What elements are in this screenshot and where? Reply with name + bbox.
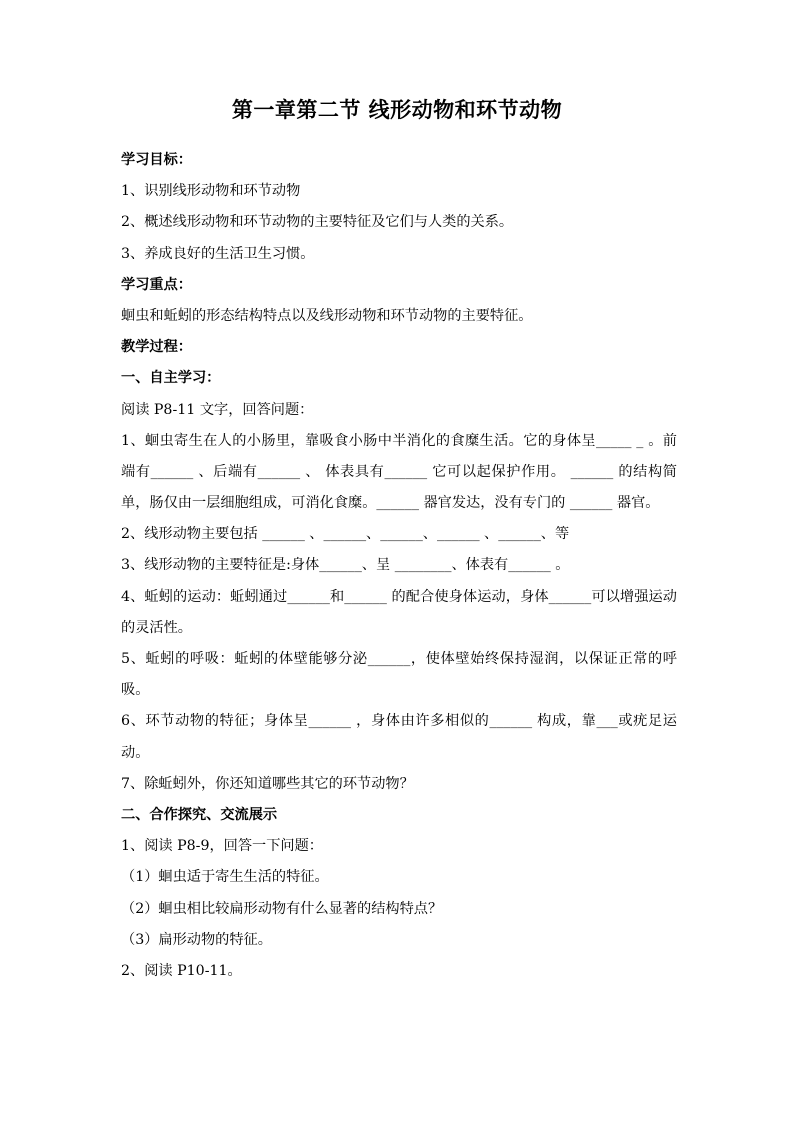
goal-item: 1、识别线形动物和环节动物	[121, 183, 301, 200]
question-7: 7、除蚯蚓外，你还知道哪些其它的环节动物？	[121, 775, 414, 792]
goals-heading: 学习目标：	[121, 152, 192, 168]
section2-read: 1、阅读 P8-9，回答一下问题：	[121, 838, 323, 855]
goal-item: 2、概述线形动物和环节动物的主要特征及它们与人类的关系。	[121, 214, 514, 231]
process-heading: 教学过程：	[121, 339, 192, 356]
document-body	[121, 145, 677, 987]
question-4: 4、蚯蚓的运动：蚯蚓通过______和______ 的配合使身体运动，身体______可以增强运动的灵活性。	[121, 588, 677, 636]
question-1: 1、蛔虫寄生在人的小肠里，靠吸食小肠中半消化的食糜生活。它的身体呈_____ _ 。前端有______ 、后端有______ 、 体表具有______ 它可以起保护作用。 ______ 的结构简单，肠仅由一层细胞组成，可消化食糜。______ 器官发达，没有专门的 ______ 器官。	[121, 432, 677, 512]
key-text: 蛔虫和蚯蚓的形态结构特点以及线形动物和环节动物的主要特征。	[121, 307, 533, 324]
question-2: 2、线形动物主要包括 ______ 、______、______、______ 、______、等	[121, 526, 570, 543]
goal-item: 3、养成良好的生活卫生习惯。	[121, 245, 315, 262]
section2-item: （3）扁形动物的特征。	[121, 931, 272, 948]
section2-read2: 2、阅读 P10-11。	[121, 963, 242, 980]
section2-heading: 二、合作探究、交流展示	[121, 807, 278, 824]
page-title: 第一章第二节 线形动物和环节动物	[231, 97, 563, 122]
section2-item: （1）蛔虫适于寄生生活的特征。	[121, 869, 329, 886]
question-3: 3、线形动物的主要特征是:身体______、呈 ________、体表有______ 。	[121, 557, 570, 574]
question-5: 5、蚯蚓的呼吸：蚯蚓的体壁能够分泌______，使体壁始终保持湿润，以保证正常的呼吸。	[121, 651, 677, 699]
section2-item: （2）蛔虫相比较扁形动物有什么显著的结构特点？	[121, 900, 443, 917]
section1-heading: 一、自主学习：	[121, 370, 221, 387]
key-heading: 学习重点：	[121, 276, 192, 293]
question-6: 6、环节动物的特征；身体呈______ ，身体由许多相似的______ 构成，靠___或疣足运动。	[121, 713, 677, 761]
read-instruction: 阅读 P8-11 文字，回答问题：	[121, 401, 314, 418]
